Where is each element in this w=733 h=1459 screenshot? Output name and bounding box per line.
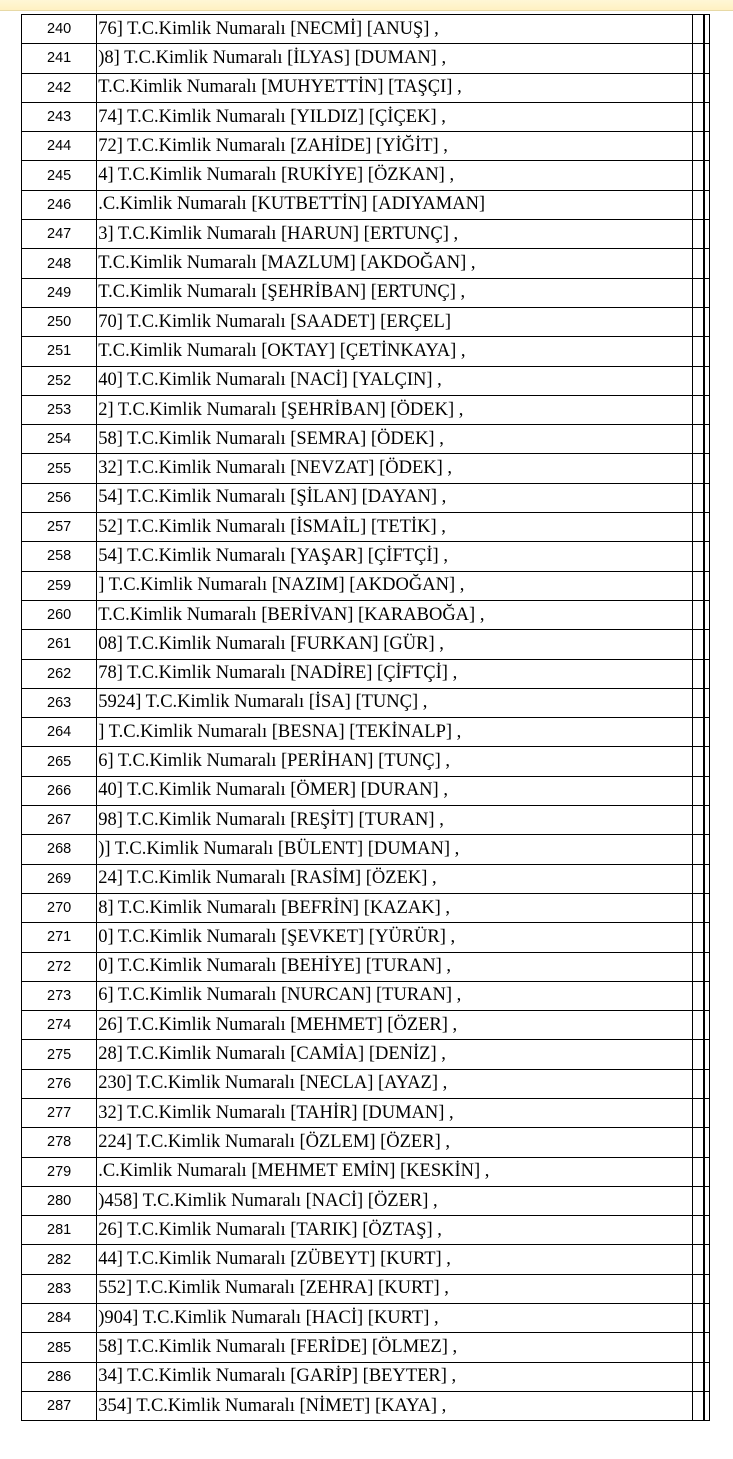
- row-number: 250: [22, 307, 97, 336]
- table-row: [22, 1069, 710, 1098]
- empty-cell: [692, 630, 704, 659]
- edge-cell: [704, 454, 710, 483]
- row-number: 257: [22, 513, 97, 542]
- empty-cell: [692, 454, 704, 483]
- empty-cell: [692, 513, 704, 542]
- table-row: [22, 102, 710, 131]
- table-row: [22, 1011, 710, 1040]
- row-number: 269: [22, 864, 97, 893]
- row-number: 247: [22, 220, 97, 249]
- empty-cell: [692, 307, 704, 336]
- edge-cell: [704, 630, 710, 659]
- row-number: 281: [22, 1216, 97, 1245]
- table-row: [22, 806, 710, 835]
- empty-cell: [692, 395, 704, 424]
- row-number: 249: [22, 278, 97, 307]
- row-text: 08] T.C.Kimlik Numaralı [FURKAN] [GÜR] ,: [97, 630, 693, 659]
- table-row: [22, 952, 710, 981]
- row-text: 44] T.C.Kimlik Numaralı [ZÜBEYT] [KURT] ,: [97, 1245, 693, 1274]
- row-number: 245: [22, 161, 97, 190]
- table-row: [22, 600, 710, 629]
- edge-cell: [704, 835, 710, 864]
- edge-cell: [704, 366, 710, 395]
- empty-cell: [692, 1128, 704, 1157]
- table-row: [22, 1304, 710, 1333]
- table-row: [22, 395, 710, 424]
- row-number: 246: [22, 190, 97, 219]
- row-number: 286: [22, 1362, 97, 1391]
- row-number: 244: [22, 132, 97, 161]
- edge-cell: [704, 395, 710, 424]
- row-text: 5924] T.C.Kimlik Numaralı [İSA] [TUNÇ] ,: [97, 688, 693, 717]
- row-text: 2] T.C.Kimlik Numaralı [ŞEHRİBAN] [ÖDEK] ,: [97, 395, 693, 424]
- records-table: [21, 14, 710, 1421]
- edge-cell: [704, 1333, 710, 1362]
- table-row: [22, 483, 710, 512]
- empty-cell: [692, 659, 704, 688]
- row-text: 40] T.C.Kimlik Numaralı [NACİ] [YALÇIN] ,: [97, 366, 693, 395]
- row-number: 241: [22, 44, 97, 73]
- row-text: T.C.Kimlik Numaralı [ŞEHRİBAN] [ERTUNÇ] ,: [97, 278, 693, 307]
- edge-cell: [704, 747, 710, 776]
- row-number: 255: [22, 454, 97, 483]
- table-row: [22, 15, 710, 44]
- empty-cell: [692, 73, 704, 102]
- empty-cell: [692, 1274, 704, 1303]
- table-row: [22, 864, 710, 893]
- row-text: 98] T.C.Kimlik Numaralı [REŞİT] [TURAN] ,: [97, 806, 693, 835]
- row-number: 268: [22, 835, 97, 864]
- edge-cell: [704, 132, 710, 161]
- row-text: 54] T.C.Kimlik Numaralı [YAŞAR] [ÇİFTÇİ] ,: [97, 542, 693, 571]
- empty-cell: [692, 1245, 704, 1274]
- row-number: 260: [22, 600, 97, 629]
- edge-cell: [704, 981, 710, 1010]
- row-number: 263: [22, 688, 97, 717]
- row-number: 256: [22, 483, 97, 512]
- edge-cell: [704, 1186, 710, 1215]
- empty-cell: [692, 366, 704, 395]
- row-number: 275: [22, 1040, 97, 1069]
- edge-cell: [704, 1157, 710, 1186]
- table-row: [22, 1391, 710, 1420]
- row-number: 273: [22, 981, 97, 1010]
- row-text: 58] T.C.Kimlik Numaralı [FERİDE] [ÖLMEZ] ,: [97, 1333, 693, 1362]
- edge-cell: [704, 806, 710, 835]
- empty-cell: [692, 864, 704, 893]
- edge-cell: [704, 249, 710, 278]
- row-text: 0] T.C.Kimlik Numaralı [ŞEVKET] [YÜRÜR] ,: [97, 923, 693, 952]
- empty-cell: [692, 1333, 704, 1362]
- row-text: )458] T.C.Kimlik Numaralı [NACİ] [ÖZER] ,: [97, 1186, 693, 1215]
- empty-cell: [692, 1216, 704, 1245]
- edge-cell: [704, 513, 710, 542]
- empty-cell: [692, 1157, 704, 1186]
- row-number: 277: [22, 1098, 97, 1127]
- document-sheet: [21, 14, 710, 1421]
- empty-cell: [692, 600, 704, 629]
- row-text: 32] T.C.Kimlik Numaralı [NEVZAT] [ÖDEK] ,: [97, 454, 693, 483]
- row-number: 253: [22, 395, 97, 424]
- edge-cell: [704, 1245, 710, 1274]
- table-row: [22, 249, 710, 278]
- row-text: 26] T.C.Kimlik Numaralı [MEHMET] [ÖZER] ,: [97, 1011, 693, 1040]
- row-text: 52] T.C.Kimlik Numaralı [İSMAİL] [TETİK] ,: [97, 513, 693, 542]
- table-row: [22, 1098, 710, 1127]
- table-row: [22, 132, 710, 161]
- empty-cell: [692, 220, 704, 249]
- empty-cell: [692, 688, 704, 717]
- table-row: [22, 776, 710, 805]
- row-number: 287: [22, 1391, 97, 1420]
- empty-cell: [692, 952, 704, 981]
- row-number: 251: [22, 337, 97, 366]
- table-row: [22, 337, 710, 366]
- edge-cell: [704, 102, 710, 131]
- row-text: 8] T.C.Kimlik Numaralı [BEFRİN] [KAZAK] ,: [97, 893, 693, 922]
- row-text: .C.Kimlik Numaralı [MEHMET EMİN] [KESKİN] ,: [97, 1157, 693, 1186]
- table-row: [22, 1245, 710, 1274]
- edge-cell: [704, 1362, 710, 1391]
- edge-cell: [704, 600, 710, 629]
- empty-cell: [692, 893, 704, 922]
- table-row: [22, 1362, 710, 1391]
- empty-cell: [692, 718, 704, 747]
- empty-cell: [692, 1098, 704, 1127]
- empty-cell: [692, 571, 704, 600]
- table-row: [22, 366, 710, 395]
- table-row: [22, 73, 710, 102]
- edge-cell: [704, 718, 710, 747]
- table-row: [22, 747, 710, 776]
- edge-cell: [704, 923, 710, 952]
- table-row: [22, 1157, 710, 1186]
- row-number: 248: [22, 249, 97, 278]
- table-row: [22, 571, 710, 600]
- row-number: 272: [22, 952, 97, 981]
- table-row: [22, 307, 710, 336]
- row-text: )904] T.C.Kimlik Numaralı [HACİ] [KURT] ,: [97, 1304, 693, 1333]
- table-row: [22, 190, 710, 219]
- row-text: 552] T.C.Kimlik Numaralı [ZEHRA] [KURT] ,: [97, 1274, 693, 1303]
- row-number: 254: [22, 425, 97, 454]
- empty-cell: [692, 278, 704, 307]
- row-number: 280: [22, 1186, 97, 1215]
- row-text: 72] T.C.Kimlik Numaralı [ZAHİDE] [YİĞİT] ,: [97, 132, 693, 161]
- edge-cell: [704, 44, 710, 73]
- records-table-body: [22, 15, 710, 1421]
- empty-cell: [692, 483, 704, 512]
- row-number: 240: [22, 15, 97, 44]
- row-text: 0] T.C.Kimlik Numaralı [BEHİYE] [TURAN] ,: [97, 952, 693, 981]
- row-number: 242: [22, 73, 97, 102]
- row-number: 267: [22, 806, 97, 835]
- edge-cell: [704, 1391, 710, 1420]
- edge-cell: [704, 483, 710, 512]
- row-text: T.C.Kimlik Numaralı [MAZLUM] [AKDOĞAN] ,: [97, 249, 693, 278]
- table-row: [22, 688, 710, 717]
- row-number: 262: [22, 659, 97, 688]
- row-text: 78] T.C.Kimlik Numaralı [NADİRE] [ÇİFTÇİ] ,: [97, 659, 693, 688]
- row-text: 28] T.C.Kimlik Numaralı [CAMİA] [DENİZ] ,: [97, 1040, 693, 1069]
- row-text: )] T.C.Kimlik Numaralı [BÜLENT] [DUMAN] ,: [97, 835, 693, 864]
- edge-cell: [704, 893, 710, 922]
- row-number: 261: [22, 630, 97, 659]
- row-number: 271: [22, 923, 97, 952]
- empty-cell: [692, 1391, 704, 1420]
- edge-cell: [704, 161, 710, 190]
- edge-cell: [704, 1128, 710, 1157]
- row-text: ] T.C.Kimlik Numaralı [BESNA] [TEKİNALP] ,: [97, 718, 693, 747]
- table-row: [22, 513, 710, 542]
- row-number: 266: [22, 776, 97, 805]
- row-number: 276: [22, 1069, 97, 1098]
- table-row: [22, 981, 710, 1010]
- row-text: 3] T.C.Kimlik Numaralı [HARUN] [ERTUNÇ] ,: [97, 220, 693, 249]
- empty-cell: [692, 132, 704, 161]
- edge-cell: [704, 190, 710, 219]
- table-row: [22, 220, 710, 249]
- table-row: [22, 542, 710, 571]
- table-row: [22, 278, 710, 307]
- row-number: 265: [22, 747, 97, 776]
- edge-cell: [704, 220, 710, 249]
- empty-cell: [692, 981, 704, 1010]
- table-row: [22, 630, 710, 659]
- empty-cell: [692, 747, 704, 776]
- empty-cell: [692, 776, 704, 805]
- row-text: 74] T.C.Kimlik Numaralı [YILDIZ] [ÇİÇEK] ,: [97, 102, 693, 131]
- row-text: 32] T.C.Kimlik Numaralı [TAHİR] [DUMAN] ,: [97, 1098, 693, 1127]
- edge-cell: [704, 73, 710, 102]
- empty-cell: [692, 1011, 704, 1040]
- empty-cell: [692, 249, 704, 278]
- empty-cell: [692, 1304, 704, 1333]
- edge-cell: [704, 952, 710, 981]
- edge-cell: [704, 542, 710, 571]
- row-number: 259: [22, 571, 97, 600]
- empty-cell: [692, 337, 704, 366]
- edge-cell: [704, 337, 710, 366]
- empty-cell: [692, 923, 704, 952]
- row-text: 34] T.C.Kimlik Numaralı [GARİP] [BEYTER] ,: [97, 1362, 693, 1391]
- table-row: [22, 893, 710, 922]
- empty-cell: [692, 190, 704, 219]
- edge-cell: [704, 571, 710, 600]
- edge-cell: [704, 1216, 710, 1245]
- row-text: T.C.Kimlik Numaralı [MUHYETTİN] [TAŞÇI] ,: [97, 73, 693, 102]
- edge-cell: [704, 1098, 710, 1127]
- edge-cell: [704, 659, 710, 688]
- edge-cell: [704, 1040, 710, 1069]
- row-number: 258: [22, 542, 97, 571]
- edge-cell: [704, 1011, 710, 1040]
- empty-cell: [692, 542, 704, 571]
- row-text: 26] T.C.Kimlik Numaralı [TARIK] [ÖZTAŞ] ,: [97, 1216, 693, 1245]
- empty-cell: [692, 835, 704, 864]
- table-row: [22, 1128, 710, 1157]
- row-text: )8] T.C.Kimlik Numaralı [İLYAS] [DUMAN] ,: [97, 44, 693, 73]
- row-number: 284: [22, 1304, 97, 1333]
- row-text: 40] T.C.Kimlik Numaralı [ÖMER] [DURAN] ,: [97, 776, 693, 805]
- row-text: 70] T.C.Kimlik Numaralı [SAADET] [ERÇEL]: [97, 307, 693, 336]
- table-row: [22, 718, 710, 747]
- row-text: 76] T.C.Kimlik Numaralı [NECMİ] [ANUŞ] ,: [97, 15, 693, 44]
- edge-cell: [704, 425, 710, 454]
- row-number: 285: [22, 1333, 97, 1362]
- row-number: 283: [22, 1274, 97, 1303]
- table-row: [22, 425, 710, 454]
- table-row: [22, 1040, 710, 1069]
- empty-cell: [692, 425, 704, 454]
- row-text: .C.Kimlik Numaralı [KUTBETTİN] [ADIYAMAN]: [97, 190, 693, 219]
- empty-cell: [692, 1040, 704, 1069]
- row-number: 264: [22, 718, 97, 747]
- table-row: [22, 1333, 710, 1362]
- row-text: 354] T.C.Kimlik Numaralı [NİMET] [KAYA] ,: [97, 1391, 693, 1420]
- edge-cell: [704, 864, 710, 893]
- edge-cell: [704, 278, 710, 307]
- row-text: 58] T.C.Kimlik Numaralı [SEMRA] [ÖDEK] ,: [97, 425, 693, 454]
- row-number: 274: [22, 1011, 97, 1040]
- table-row: [22, 454, 710, 483]
- empty-cell: [692, 1069, 704, 1098]
- row-text: T.C.Kimlik Numaralı [OKTAY] [ÇETİNKAYA] ,: [97, 337, 693, 366]
- table-row: [22, 923, 710, 952]
- row-number: 243: [22, 102, 97, 131]
- row-number: 252: [22, 366, 97, 395]
- table-row: [22, 659, 710, 688]
- empty-cell: [692, 15, 704, 44]
- row-text: ] T.C.Kimlik Numaralı [NAZIM] [AKDOĞAN] ,: [97, 571, 693, 600]
- edge-cell: [704, 1069, 710, 1098]
- row-text: 4] T.C.Kimlik Numaralı [RUKİYE] [ÖZKAN] ,: [97, 161, 693, 190]
- table-row: [22, 1216, 710, 1245]
- edge-cell: [704, 15, 710, 44]
- row-text: 24] T.C.Kimlik Numaralı [RASİM] [ÖZEK] ,: [97, 864, 693, 893]
- empty-cell: [692, 44, 704, 73]
- table-row: [22, 835, 710, 864]
- row-number: 282: [22, 1245, 97, 1274]
- edge-cell: [704, 776, 710, 805]
- table-row: [22, 44, 710, 73]
- row-number: 270: [22, 893, 97, 922]
- empty-cell: [692, 806, 704, 835]
- edge-cell: [704, 307, 710, 336]
- table-row: [22, 1274, 710, 1303]
- row-text: T.C.Kimlik Numaralı [BERİVAN] [KARABOĞA] ,: [97, 600, 693, 629]
- row-text: 6] T.C.Kimlik Numaralı [PERİHAN] [TUNÇ] ,: [97, 747, 693, 776]
- row-text: 6] T.C.Kimlik Numaralı [NURCAN] [TURAN] ,: [97, 981, 693, 1010]
- page-top-strip: [0, 0, 733, 11]
- edge-cell: [704, 1304, 710, 1333]
- table-row: [22, 161, 710, 190]
- empty-cell: [692, 1186, 704, 1215]
- edge-cell: [704, 1274, 710, 1303]
- empty-cell: [692, 102, 704, 131]
- table-row: [22, 1186, 710, 1215]
- row-text: 224] T.C.Kimlik Numaralı [ÖZLEM] [ÖZER] ,: [97, 1128, 693, 1157]
- row-number: 278: [22, 1128, 97, 1157]
- row-text: 54] T.C.Kimlik Numaralı [ŞİLAN] [DAYAN] ,: [97, 483, 693, 512]
- row-text: 230] T.C.Kimlik Numaralı [NECLA] [AYAZ] ,: [97, 1069, 693, 1098]
- row-number: 279: [22, 1157, 97, 1186]
- edge-cell: [704, 688, 710, 717]
- empty-cell: [692, 1362, 704, 1391]
- empty-cell: [692, 161, 704, 190]
